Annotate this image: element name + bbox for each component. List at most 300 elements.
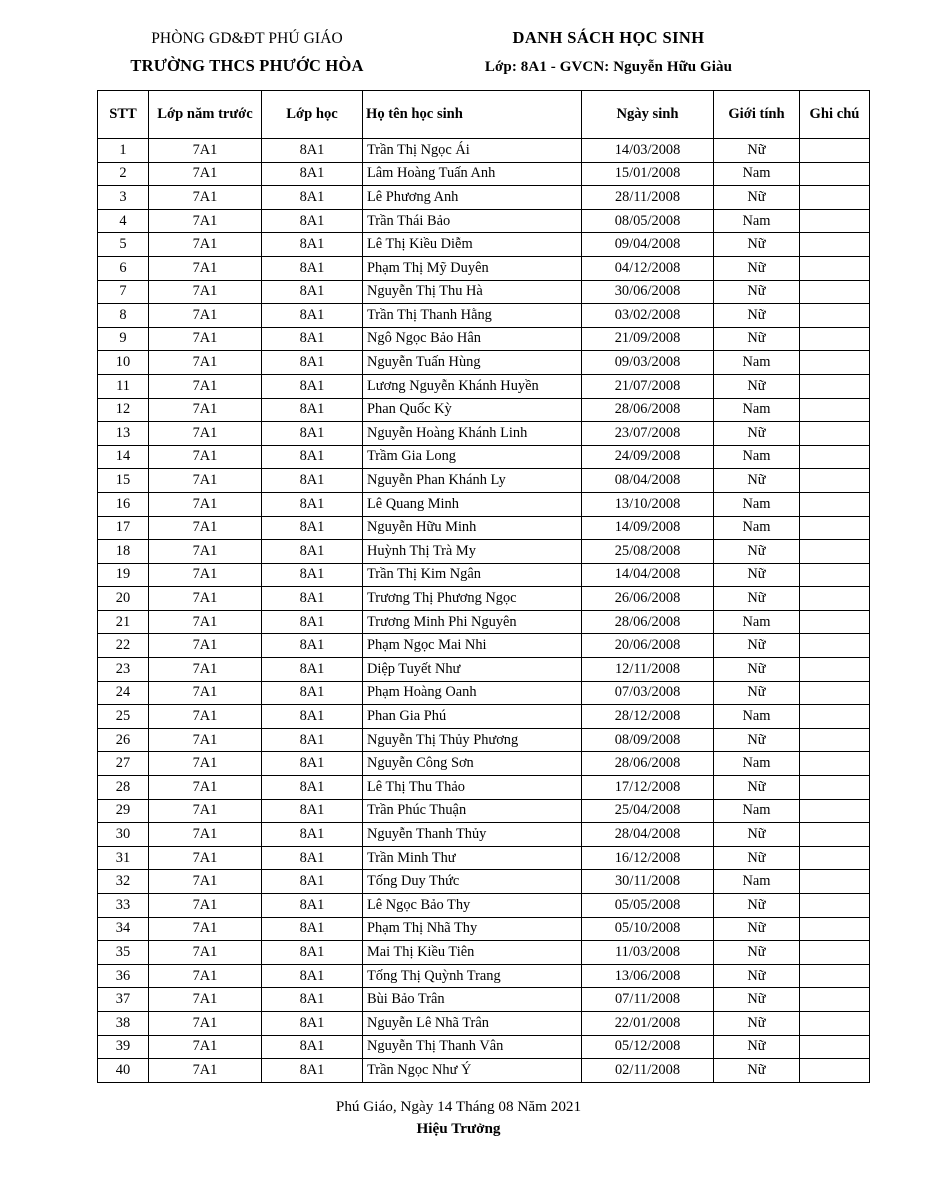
cell-name: Phạm Ngọc Mai Nhi	[363, 634, 582, 658]
cell-stt: 25	[98, 705, 149, 729]
cell-note	[800, 846, 870, 870]
cell-name: Lê Quang Minh	[363, 492, 582, 516]
cell-name: Lâm Hoàng Tuấn Anh	[363, 162, 582, 186]
cell-name: Nguyễn Lê Nhã Trân	[363, 1011, 582, 1035]
cell-gender: Nữ	[714, 681, 800, 705]
column-header-stt: STT	[98, 91, 149, 139]
cell-prev-class: 7A1	[149, 610, 262, 634]
cell-name: Lương Nguyễn Khánh Huyền	[363, 374, 582, 398]
cell-dob: 26/06/2008	[582, 587, 714, 611]
cell-prev-class: 7A1	[149, 941, 262, 965]
cell-note	[800, 186, 870, 210]
cell-gender: Nam	[714, 610, 800, 634]
table-header-row	[98, 91, 870, 139]
cell-stt: 11	[98, 374, 149, 398]
cell-dob: 13/06/2008	[582, 964, 714, 988]
cell-prev-class: 7A1	[149, 139, 262, 163]
cell-gender: Nữ	[714, 634, 800, 658]
cell-prev-class: 7A1	[149, 634, 262, 658]
cell-note	[800, 941, 870, 965]
cell-gender: Nữ	[714, 988, 800, 1012]
cell-dob: 08/04/2008	[582, 469, 714, 493]
cell-class: 8A1	[262, 752, 363, 776]
cell-stt: 35	[98, 941, 149, 965]
cell-class: 8A1	[262, 233, 363, 257]
cell-note	[800, 823, 870, 847]
cell-class: 8A1	[262, 563, 363, 587]
table-row	[98, 162, 870, 186]
cell-name: Trương Minh Phi Nguyên	[363, 610, 582, 634]
cell-gender: Nam	[714, 398, 800, 422]
cell-gender: Nam	[714, 492, 800, 516]
cell-class: 8A1	[262, 658, 363, 682]
table-header	[98, 91, 870, 139]
footer-signer-role: Hiệu Trưởng	[416, 1120, 501, 1138]
cell-stt: 38	[98, 1011, 149, 1035]
table-row	[98, 139, 870, 163]
cell-gender: Nữ	[714, 256, 800, 280]
cell-prev-class: 7A1	[149, 256, 262, 280]
cell-class: 8A1	[262, 304, 363, 328]
cell-dob: 28/11/2008	[582, 186, 714, 210]
cell-prev-class: 7A1	[149, 186, 262, 210]
cell-stt: 29	[98, 799, 149, 823]
cell-name: Phan Quốc Kỳ	[363, 398, 582, 422]
table-row	[98, 681, 870, 705]
table-row	[98, 280, 870, 304]
cell-dob: 15/01/2008	[582, 162, 714, 186]
cell-stt: 15	[98, 469, 149, 493]
cell-gender: Nữ	[714, 728, 800, 752]
cell-note	[800, 139, 870, 163]
cell-name: Trần Thị Thanh Hằng	[363, 304, 582, 328]
cell-class: 8A1	[262, 1035, 363, 1059]
cell-stt: 16	[98, 492, 149, 516]
cell-gender: Nữ	[714, 894, 800, 918]
cell-gender: Nữ	[714, 658, 800, 682]
cell-stt: 18	[98, 540, 149, 564]
document-title: DANH SÁCH HỌC SINH	[512, 28, 705, 47]
table-row	[98, 327, 870, 351]
cell-note	[800, 374, 870, 398]
cell-gender: Nữ	[714, 280, 800, 304]
cell-note	[800, 445, 870, 469]
cell-gender: Nam	[714, 752, 800, 776]
cell-note	[800, 516, 870, 540]
cell-prev-class: 7A1	[149, 681, 262, 705]
cell-note	[800, 256, 870, 280]
cell-note	[800, 280, 870, 304]
cell-stt: 28	[98, 776, 149, 800]
column-header-gender: Giới tính	[714, 91, 800, 139]
cell-class: 8A1	[262, 209, 363, 233]
cell-note	[800, 1059, 870, 1083]
cell-gender: Nữ	[714, 374, 800, 398]
cell-name: Diệp Tuyết Như	[363, 658, 582, 682]
cell-dob: 03/02/2008	[582, 304, 714, 328]
cell-prev-class: 7A1	[149, 351, 262, 375]
cell-class: 8A1	[262, 894, 363, 918]
cell-prev-class: 7A1	[149, 398, 262, 422]
cell-note	[800, 752, 870, 776]
table-row	[98, 469, 870, 493]
cell-class: 8A1	[262, 186, 363, 210]
cell-gender: Nữ	[714, 327, 800, 351]
cell-stt: 17	[98, 516, 149, 540]
table-row	[98, 846, 870, 870]
cell-name: Phạm Hoàng Oanh	[363, 681, 582, 705]
cell-gender: Nữ	[714, 1059, 800, 1083]
cell-class: 8A1	[262, 422, 363, 446]
cell-class: 8A1	[262, 728, 363, 752]
table-row	[98, 587, 870, 611]
cell-class: 8A1	[262, 1059, 363, 1083]
cell-dob: 08/05/2008	[582, 209, 714, 233]
table-row	[98, 917, 870, 941]
cell-name: Tống Thị Quỳnh Trang	[363, 964, 582, 988]
cell-prev-class: 7A1	[149, 445, 262, 469]
cell-stt: 5	[98, 233, 149, 257]
cell-name: Bùi Bảo Trân	[363, 988, 582, 1012]
cell-note	[800, 870, 870, 894]
cell-note	[800, 988, 870, 1012]
school-name: TRƯỜNG THCS PHƯỚC HÒA	[130, 56, 364, 75]
cell-dob: 14/04/2008	[582, 563, 714, 587]
cell-gender: Nữ	[714, 304, 800, 328]
cell-note	[800, 658, 870, 682]
student-list-table	[97, 90, 870, 1083]
cell-note	[800, 917, 870, 941]
cell-dob: 17/12/2008	[582, 776, 714, 800]
cell-dob: 05/12/2008	[582, 1035, 714, 1059]
cell-note	[800, 681, 870, 705]
cell-name: Nguyễn Thị Thủy Phương	[363, 728, 582, 752]
table-row	[98, 186, 870, 210]
cell-class: 8A1	[262, 846, 363, 870]
table-row	[98, 988, 870, 1012]
column-header-dob: Ngày sinh	[582, 91, 714, 139]
cell-dob: 28/04/2008	[582, 823, 714, 847]
cell-stt: 19	[98, 563, 149, 587]
cell-note	[800, 469, 870, 493]
cell-prev-class: 7A1	[149, 422, 262, 446]
footer-place-date: Phú Giáo, Ngày 14 Tháng 08 Năm 2021	[335, 1098, 582, 1115]
cell-class: 8A1	[262, 870, 363, 894]
table-row	[98, 445, 870, 469]
table-row	[98, 870, 870, 894]
cell-dob: 22/01/2008	[582, 1011, 714, 1035]
cell-stt: 7	[98, 280, 149, 304]
cell-note	[800, 634, 870, 658]
cell-gender: Nam	[714, 705, 800, 729]
cell-dob: 21/09/2008	[582, 327, 714, 351]
cell-note	[800, 610, 870, 634]
cell-note	[800, 964, 870, 988]
cell-gender: Nam	[714, 162, 800, 186]
department-name: PHÒNG GD&ĐT PHÚ GIÁO	[151, 30, 343, 47]
cell-dob: 16/12/2008	[582, 846, 714, 870]
table-row	[98, 776, 870, 800]
cell-prev-class: 7A1	[149, 776, 262, 800]
cell-stt: 22	[98, 634, 149, 658]
document-footer	[97, 1096, 820, 1140]
document-header	[97, 28, 820, 86]
cell-prev-class: 7A1	[149, 988, 262, 1012]
cell-stt: 30	[98, 823, 149, 847]
cell-gender: Nam	[714, 445, 800, 469]
cell-prev-class: 7A1	[149, 233, 262, 257]
cell-class: 8A1	[262, 823, 363, 847]
cell-dob: 09/03/2008	[582, 351, 714, 375]
cell-class: 8A1	[262, 327, 363, 351]
cell-dob: 28/12/2008	[582, 705, 714, 729]
cell-prev-class: 7A1	[149, 658, 262, 682]
cell-class: 8A1	[262, 941, 363, 965]
cell-dob: 23/07/2008	[582, 422, 714, 446]
cell-gender: Nam	[714, 516, 800, 540]
cell-name: Trần Minh Thư	[363, 846, 582, 870]
cell-prev-class: 7A1	[149, 516, 262, 540]
cell-dob: 20/06/2008	[582, 634, 714, 658]
cell-prev-class: 7A1	[149, 1059, 262, 1083]
cell-prev-class: 7A1	[149, 374, 262, 398]
cell-gender: Nữ	[714, 563, 800, 587]
cell-stt: 31	[98, 846, 149, 870]
table-row	[98, 256, 870, 280]
cell-class: 8A1	[262, 492, 363, 516]
cell-prev-class: 7A1	[149, 799, 262, 823]
cell-name: Tống Duy Thức	[363, 870, 582, 894]
cell-class: 8A1	[262, 516, 363, 540]
table-row	[98, 658, 870, 682]
cell-prev-class: 7A1	[149, 823, 262, 847]
cell-note	[800, 162, 870, 186]
cell-class: 8A1	[262, 634, 363, 658]
cell-gender: Nữ	[714, 186, 800, 210]
cell-stt: 23	[98, 658, 149, 682]
cell-class: 8A1	[262, 280, 363, 304]
cell-note	[800, 728, 870, 752]
cell-gender: Nữ	[714, 422, 800, 446]
cell-dob: 05/05/2008	[582, 894, 714, 918]
cell-class: 8A1	[262, 776, 363, 800]
table-row	[98, 705, 870, 729]
table-row	[98, 1059, 870, 1083]
cell-gender: Nữ	[714, 846, 800, 870]
cell-note	[800, 304, 870, 328]
cell-class: 8A1	[262, 681, 363, 705]
cell-gender: Nữ	[714, 1035, 800, 1059]
cell-note	[800, 209, 870, 233]
cell-gender: Nữ	[714, 469, 800, 493]
cell-prev-class: 7A1	[149, 1011, 262, 1035]
cell-prev-class: 7A1	[149, 540, 262, 564]
cell-name: Nguyễn Hữu Minh	[363, 516, 582, 540]
cell-class: 8A1	[262, 445, 363, 469]
cell-stt: 33	[98, 894, 149, 918]
cell-gender: Nữ	[714, 917, 800, 941]
table-row	[98, 1011, 870, 1035]
column-header-prev-class: Lớp năm trước	[149, 91, 262, 139]
cell-class: 8A1	[262, 917, 363, 941]
cell-prev-class: 7A1	[149, 563, 262, 587]
cell-name: Phạm Thị Mỹ Duyên	[363, 256, 582, 280]
cell-stt: 6	[98, 256, 149, 280]
cell-prev-class: 7A1	[149, 280, 262, 304]
cell-prev-class: 7A1	[149, 917, 262, 941]
cell-dob: 04/12/2008	[582, 256, 714, 280]
cell-class: 8A1	[262, 469, 363, 493]
cell-dob: 07/03/2008	[582, 681, 714, 705]
cell-stt: 8	[98, 304, 149, 328]
table-row	[98, 823, 870, 847]
cell-gender: Nữ	[714, 941, 800, 965]
cell-dob: 02/11/2008	[582, 1059, 714, 1083]
cell-name: Nguyễn Phan Khánh Ly	[363, 469, 582, 493]
table-row	[98, 304, 870, 328]
cell-gender: Nam	[714, 351, 800, 375]
cell-name: Nguyễn Thị Thu Hà	[363, 280, 582, 304]
cell-stt: 1	[98, 139, 149, 163]
cell-prev-class: 7A1	[149, 492, 262, 516]
cell-gender: Nữ	[714, 587, 800, 611]
table-row	[98, 1035, 870, 1059]
cell-note	[800, 776, 870, 800]
cell-name: Trương Thị Phương Ngọc	[363, 587, 582, 611]
cell-note	[800, 799, 870, 823]
table-row	[98, 752, 870, 776]
cell-stt: 24	[98, 681, 149, 705]
cell-prev-class: 7A1	[149, 587, 262, 611]
cell-note	[800, 422, 870, 446]
cell-stt: 9	[98, 327, 149, 351]
cell-class: 8A1	[262, 540, 363, 564]
cell-name: Nguyễn Tuấn Hùng	[363, 351, 582, 375]
cell-prev-class: 7A1	[149, 162, 262, 186]
cell-stt: 10	[98, 351, 149, 375]
cell-name: Phan Gia Phú	[363, 705, 582, 729]
cell-dob: 05/10/2008	[582, 917, 714, 941]
cell-stt: 13	[98, 422, 149, 446]
cell-note	[800, 351, 870, 375]
cell-name: Lê Thị Thu Thảo	[363, 776, 582, 800]
cell-stt: 12	[98, 398, 149, 422]
cell-dob: 28/06/2008	[582, 610, 714, 634]
table-row	[98, 563, 870, 587]
cell-stt: 32	[98, 870, 149, 894]
cell-note	[800, 540, 870, 564]
cell-class: 8A1	[262, 162, 363, 186]
cell-gender: Nam	[714, 870, 800, 894]
cell-class: 8A1	[262, 351, 363, 375]
cell-class: 8A1	[262, 1011, 363, 1035]
cell-note	[800, 1035, 870, 1059]
table-row	[98, 374, 870, 398]
cell-class: 8A1	[262, 374, 363, 398]
cell-stt: 40	[98, 1059, 149, 1083]
cell-name: Trần Phúc Thuận	[363, 799, 582, 823]
cell-note	[800, 233, 870, 257]
table-row	[98, 941, 870, 965]
cell-prev-class: 7A1	[149, 728, 262, 752]
cell-name: Trần Thái Bảo	[363, 209, 582, 233]
cell-name: Trần Thị Kim Ngân	[363, 563, 582, 587]
cell-gender: Nữ	[714, 823, 800, 847]
table-row	[98, 799, 870, 823]
cell-class: 8A1	[262, 988, 363, 1012]
cell-gender: Nữ	[714, 776, 800, 800]
cell-class: 8A1	[262, 139, 363, 163]
column-header-note: Ghi chú	[800, 91, 870, 139]
table-row	[98, 233, 870, 257]
cell-dob: 25/04/2008	[582, 799, 714, 823]
cell-gender: Nữ	[714, 233, 800, 257]
cell-name: Nguyễn Thanh Thủy	[363, 823, 582, 847]
column-header-class: Lớp học	[262, 91, 363, 139]
cell-dob: 24/09/2008	[582, 445, 714, 469]
cell-dob: 07/11/2008	[582, 988, 714, 1012]
table-row	[98, 209, 870, 233]
table-row	[98, 516, 870, 540]
cell-prev-class: 7A1	[149, 846, 262, 870]
cell-note	[800, 705, 870, 729]
cell-class: 8A1	[262, 398, 363, 422]
cell-dob: 28/06/2008	[582, 752, 714, 776]
cell-dob: 21/07/2008	[582, 374, 714, 398]
cell-note	[800, 563, 870, 587]
cell-prev-class: 7A1	[149, 894, 262, 918]
cell-name: Lê Phương Anh	[363, 186, 582, 210]
cell-name: Nguyễn Hoàng Khánh Linh	[363, 422, 582, 446]
cell-dob: 14/03/2008	[582, 139, 714, 163]
cell-name: Nguyễn Thị Thanh Vân	[363, 1035, 582, 1059]
cell-name: Trần Thị Ngọc Ái	[363, 139, 582, 163]
cell-stt: 39	[98, 1035, 149, 1059]
cell-dob: 30/06/2008	[582, 280, 714, 304]
cell-gender: Nữ	[714, 139, 800, 163]
cell-prev-class: 7A1	[149, 870, 262, 894]
cell-class: 8A1	[262, 256, 363, 280]
cell-class: 8A1	[262, 964, 363, 988]
cell-note	[800, 492, 870, 516]
cell-name: Phạm Thị Nhã Thy	[363, 917, 582, 941]
cell-dob: 12/11/2008	[582, 658, 714, 682]
cell-name: Lê Ngọc Bảo Thy	[363, 894, 582, 918]
cell-stt: 37	[98, 988, 149, 1012]
column-header-name: Họ tên học sinh	[363, 91, 582, 139]
cell-dob: 30/11/2008	[582, 870, 714, 894]
cell-prev-class: 7A1	[149, 705, 262, 729]
table-row	[98, 540, 870, 564]
cell-prev-class: 7A1	[149, 752, 262, 776]
cell-name: Huỳnh Thị Trà My	[363, 540, 582, 564]
cell-dob: 09/04/2008	[582, 233, 714, 257]
cell-stt: 4	[98, 209, 149, 233]
table-row	[98, 634, 870, 658]
cell-stt: 3	[98, 186, 149, 210]
table-row	[98, 422, 870, 446]
cell-prev-class: 7A1	[149, 1035, 262, 1059]
cell-name: Ngô Ngọc Bảo Hân	[363, 327, 582, 351]
cell-class: 8A1	[262, 705, 363, 729]
cell-gender: Nữ	[714, 540, 800, 564]
cell-stt: 36	[98, 964, 149, 988]
cell-class: 8A1	[262, 799, 363, 823]
cell-gender: Nữ	[714, 1011, 800, 1035]
cell-stt: 21	[98, 610, 149, 634]
cell-note	[800, 894, 870, 918]
table-body	[98, 139, 870, 1083]
